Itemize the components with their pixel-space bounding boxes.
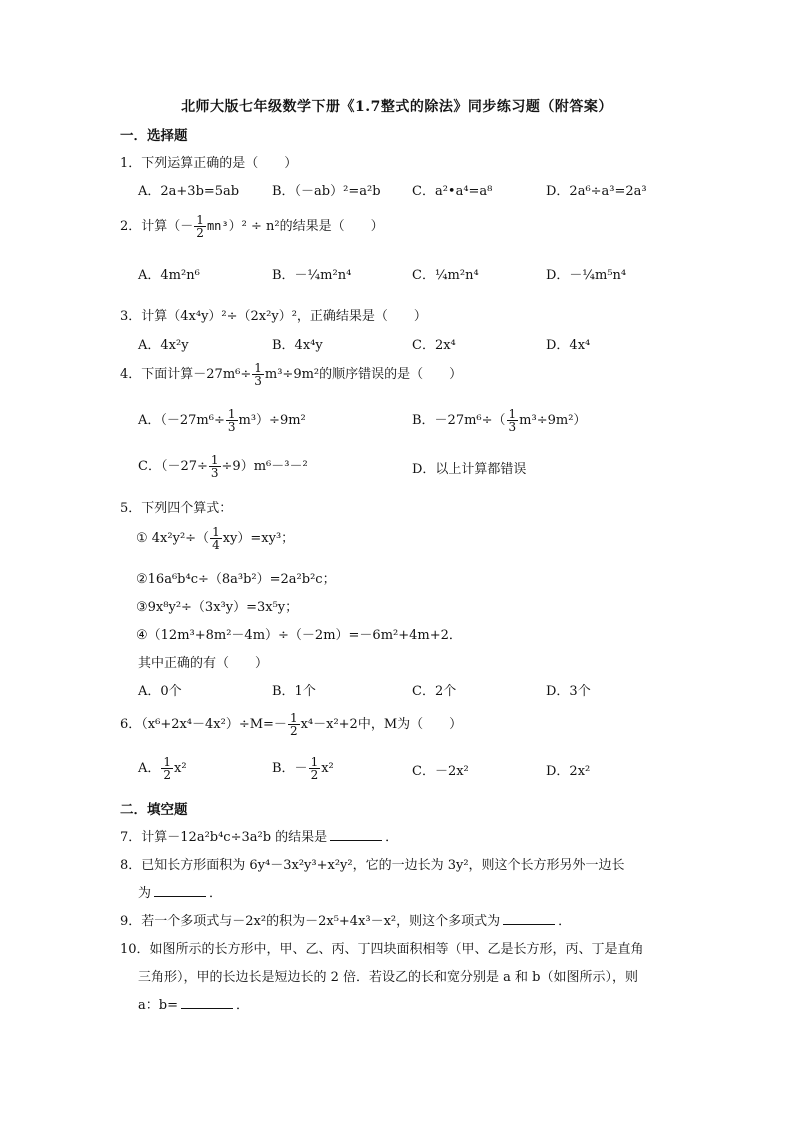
q3-option-b[interactable]: B．4x⁴y [272,338,323,353]
q6-option-d[interactable]: D．2x² [546,764,591,779]
q1-option-b[interactable]: B．（－ab）²=a²b [272,184,381,199]
q7-answer-blank[interactable] [330,828,382,841]
q5-item-2: ②16a⁶b⁴c÷（8a³b²）=2a²b²c； [136,572,336,587]
q2-fraction: $\frac{1}{2}$ [196,213,204,240]
page-title: 北师大版七年级数学下册《1.7整式的除法》同步练习题（附答案） [181,99,613,115]
q5-ask: 其中正确的有（ ） [138,656,269,671]
q3-stem: 3．计算（4x⁴y）²÷（2x²y）²，正确结果是（ ） [120,309,427,324]
q10-line-1: 10．如图所示的长方形中，甲、乙、丙、丁四块面积相等（甲、乙是长方形，丙、丁是直角 [120,942,644,957]
q5-item-4: ④（12m³+8m²－4m）÷（－2m）=－6m²+4m+2． [136,628,462,643]
section-choice: 一．选择题 [120,128,188,144]
q4-stem: 4．下面计算－27m⁶÷ $\frac{1}{3}$ m³÷9m²的顺序错误的是（ ） [120,361,463,388]
q2-option-d[interactable]: D．－¼m⁵n⁴ [546,268,627,283]
q5-item-1: ① 4x²y²÷（ $\frac{1}{4}$ xy）=xy³； [136,525,295,552]
q9-answer-blank[interactable] [503,912,555,925]
q10-line-2: 三角形），甲的长边长是短边长的 2 倍．若设乙的长和宽分别是 a 和 b（如图所示），则 [138,970,639,985]
q8-answer-blank[interactable] [154,884,206,897]
q2-stem-pre: 2．计算（ [120,219,181,234]
q4-option-b[interactable]: B．－27m⁶÷（ $\frac{1}{3}$ m³÷9m²） [412,407,587,434]
q5-stem: 5．下列四个算式： [120,501,233,516]
q8-line-1: 8．已知长方形面积为 6y⁴－3x²y³+x²y²，它的一边长为 3y²，则这个长方形另外一边长 [120,858,625,873]
q2-stem-post: ）² ÷ n²的结果是（ ） [228,219,384,234]
section-fill: 二．填空题 [120,802,188,818]
q3-option-c[interactable]: C．2x⁴ [412,338,456,353]
q6-option-a[interactable]: A． $\frac{1}{2}$ x² [138,755,187,782]
q5-option-c[interactable]: C．2个 [412,684,457,699]
q4-fraction: $\frac{1}{3}$ [254,361,262,388]
q10-line-3: a：b= ． [138,998,249,1013]
q4-option-d[interactable]: D．以上计算都错误 [412,462,527,477]
q2-inner: mn³ [206,219,229,233]
q5-option-d[interactable]: D．3个 [546,684,591,699]
q5-option-a[interactable]: A．0个 [138,684,182,699]
q2-stem: 2．计算（－ $\frac{1}{2}$ mn³）² ÷ n²的结果是（ ） [120,213,384,240]
q9-stem: 9．若一个多项式与－2x²的积为－2x⁵+4x³－x²，则这个多项式为 ． [120,914,572,929]
q2-option-a[interactable]: A．4m²n⁶ [138,268,200,283]
q6-stem: 6．（x⁶+2x⁴－4x²）÷M=－ $\frac{1}{2}$ x⁴－x²+2中，M为（ ） [120,711,463,738]
q1-option-d[interactable]: D．2a⁶÷a³=2a³ [546,184,647,199]
q4-option-c[interactable]: C．（－27÷ $\frac{1}{3}$ ÷9）m⁶－³－² [138,453,308,480]
q1-option-c[interactable]: C．a²•a⁴=a⁸ [412,184,493,199]
q1-stem: 1．下列运算正确的是（ ） [120,156,298,171]
q4-option-a[interactable]: A．（－27m⁶÷ $\frac{1}{3}$ m³）÷9m² [138,407,306,434]
q3-option-d[interactable]: D．4x⁴ [546,338,591,353]
q5-item-3: ③9x⁸y²÷（3x³y）=3x⁵y； [136,600,299,615]
q2-option-c[interactable]: C．¼m²n⁴ [412,268,479,283]
q6-option-c[interactable]: C．－2x² [412,764,469,779]
q10-answer-blank[interactable] [181,996,233,1009]
q8-line-2: 为 ． [138,886,223,901]
q3-option-a[interactable]: A．4x²y [138,338,189,353]
q2-option-b[interactable]: B．－¼m²n⁴ [272,268,352,283]
q6-option-b[interactable]: B．－ $\frac{1}{2}$ x² [272,755,334,782]
q1-option-a[interactable]: A．2a+3b=5ab [138,184,240,199]
q7-stem: 7．计算－12a²b⁴c÷3a²b 的结果是 ． [120,830,399,845]
q5-option-b[interactable]: B．1个 [272,684,316,699]
